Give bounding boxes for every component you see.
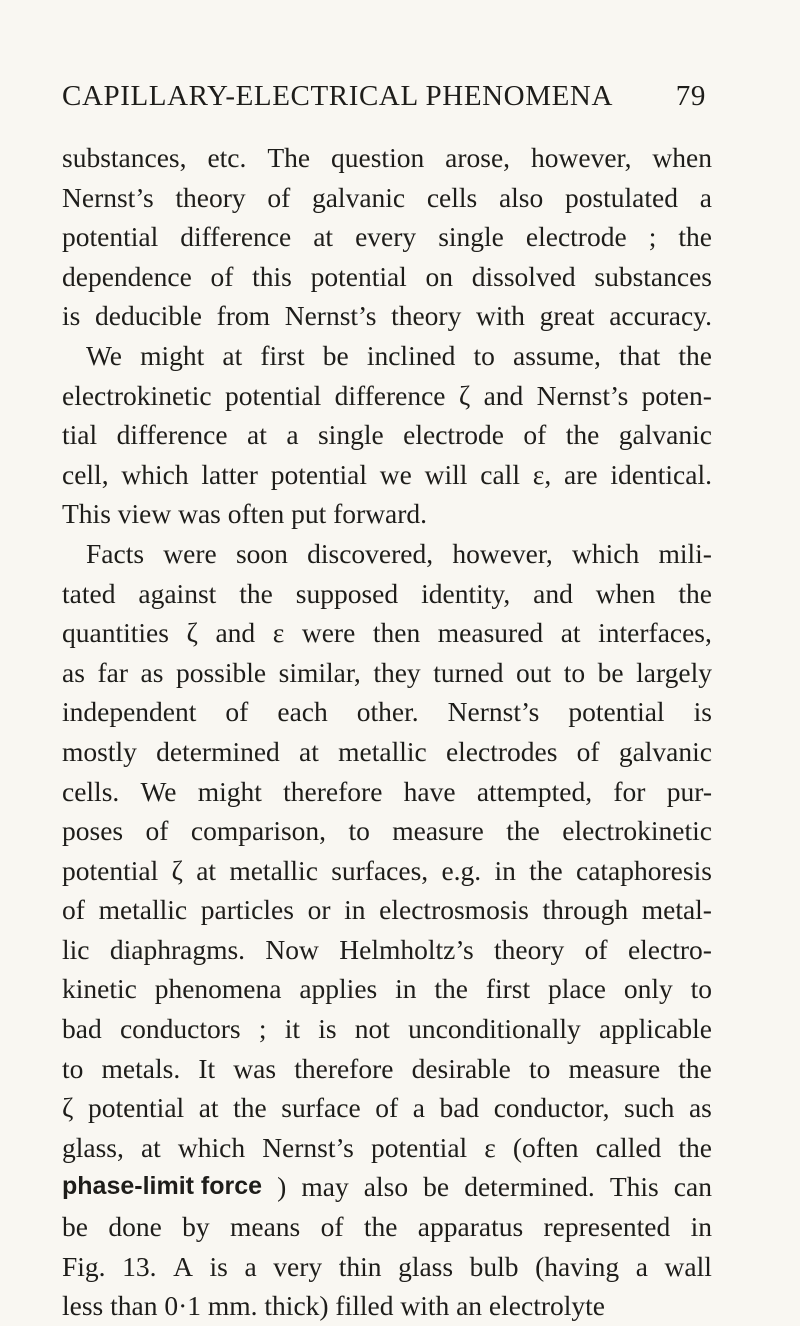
- text-line: potential ζ at metallic surfaces, e.g. in the cataphoresis: [62, 854, 712, 886]
- text-line: potential difference at every single electrode ; the: [62, 221, 712, 253]
- text-line: of metallic particles or in electrosmosis through metal-: [62, 894, 712, 926]
- text-line: to metals. It was therefore desirable to measure the: [62, 1052, 712, 1084]
- text-line: is deducible from Nernst’s theory with great accuracy.: [62, 300, 712, 332]
- text-line: We might at first be inclined to assume, that the: [86, 339, 712, 371]
- text-line: bad conductors ; it is not unconditionally applicable: [62, 1013, 712, 1045]
- text-line: dependence of this potential on dissolved substances: [62, 260, 712, 292]
- text-line: glass, at which Nernst’s potential ε (often called the: [62, 1131, 712, 1163]
- text-line: This view was often put forward.: [62, 498, 428, 530]
- text-line: lic diaphragms. Now Helmholtz’s theory of electro-: [62, 933, 712, 965]
- text-line: as far as possible similar, they turned out to be largely: [62, 656, 712, 688]
- text-line: tated against the supposed identity, and when the: [62, 577, 712, 609]
- bold-phrase: phase-limit force: [62, 1172, 263, 1201]
- text-line: Facts were soon discovered, however, which mili-: [86, 537, 712, 569]
- text-line: Fig. 13. A is a very thin glass bulb (having a wall: [62, 1250, 712, 1282]
- text-line: electrokinetic potential difference ζ and Nernst’s poten-: [62, 379, 712, 411]
- running-head: [62, 80, 706, 124]
- body-text: [62, 138, 712, 1326]
- text-line: cell, which latter potential we will call ε, are identical.: [62, 458, 712, 490]
- text-line: ζ potential at the surface of a bad conductor, such as: [62, 1092, 712, 1124]
- text-line: independent of each other. Nernst’s potential is: [62, 696, 712, 728]
- text-line: tial difference at a single electrode of the galvanic: [62, 419, 712, 451]
- text-line: Nernst’s theory of galvanic cells also postulated a: [62, 181, 712, 213]
- text-line: poses of comparison, to measure the electrokinetic: [62, 815, 712, 847]
- text-line: less than 0·1 mm. thick) filled with an electrolyte: [62, 1290, 605, 1322]
- text-line: be done by means of the apparatus represented in: [62, 1211, 712, 1243]
- text-line: phase-limit force ) may also be determined. This can: [62, 1167, 712, 1207]
- text-line: kinetic phenomena applies in the first place only to: [62, 973, 712, 1005]
- running-title: CAPILLARY-ELECTRICAL PHENOMENA: [62, 80, 614, 112]
- text-line: substances, etc. The question arose, however, when: [62, 142, 712, 173]
- text-line: mostly determined at metallic electrodes of galvanic: [62, 735, 712, 767]
- text-line: quantities ζ and ε were then measured at interfaces,: [62, 617, 712, 649]
- text-line: cells. We might therefore have attempted, for pur-: [62, 775, 712, 807]
- page-number: 79: [675, 80, 706, 112]
